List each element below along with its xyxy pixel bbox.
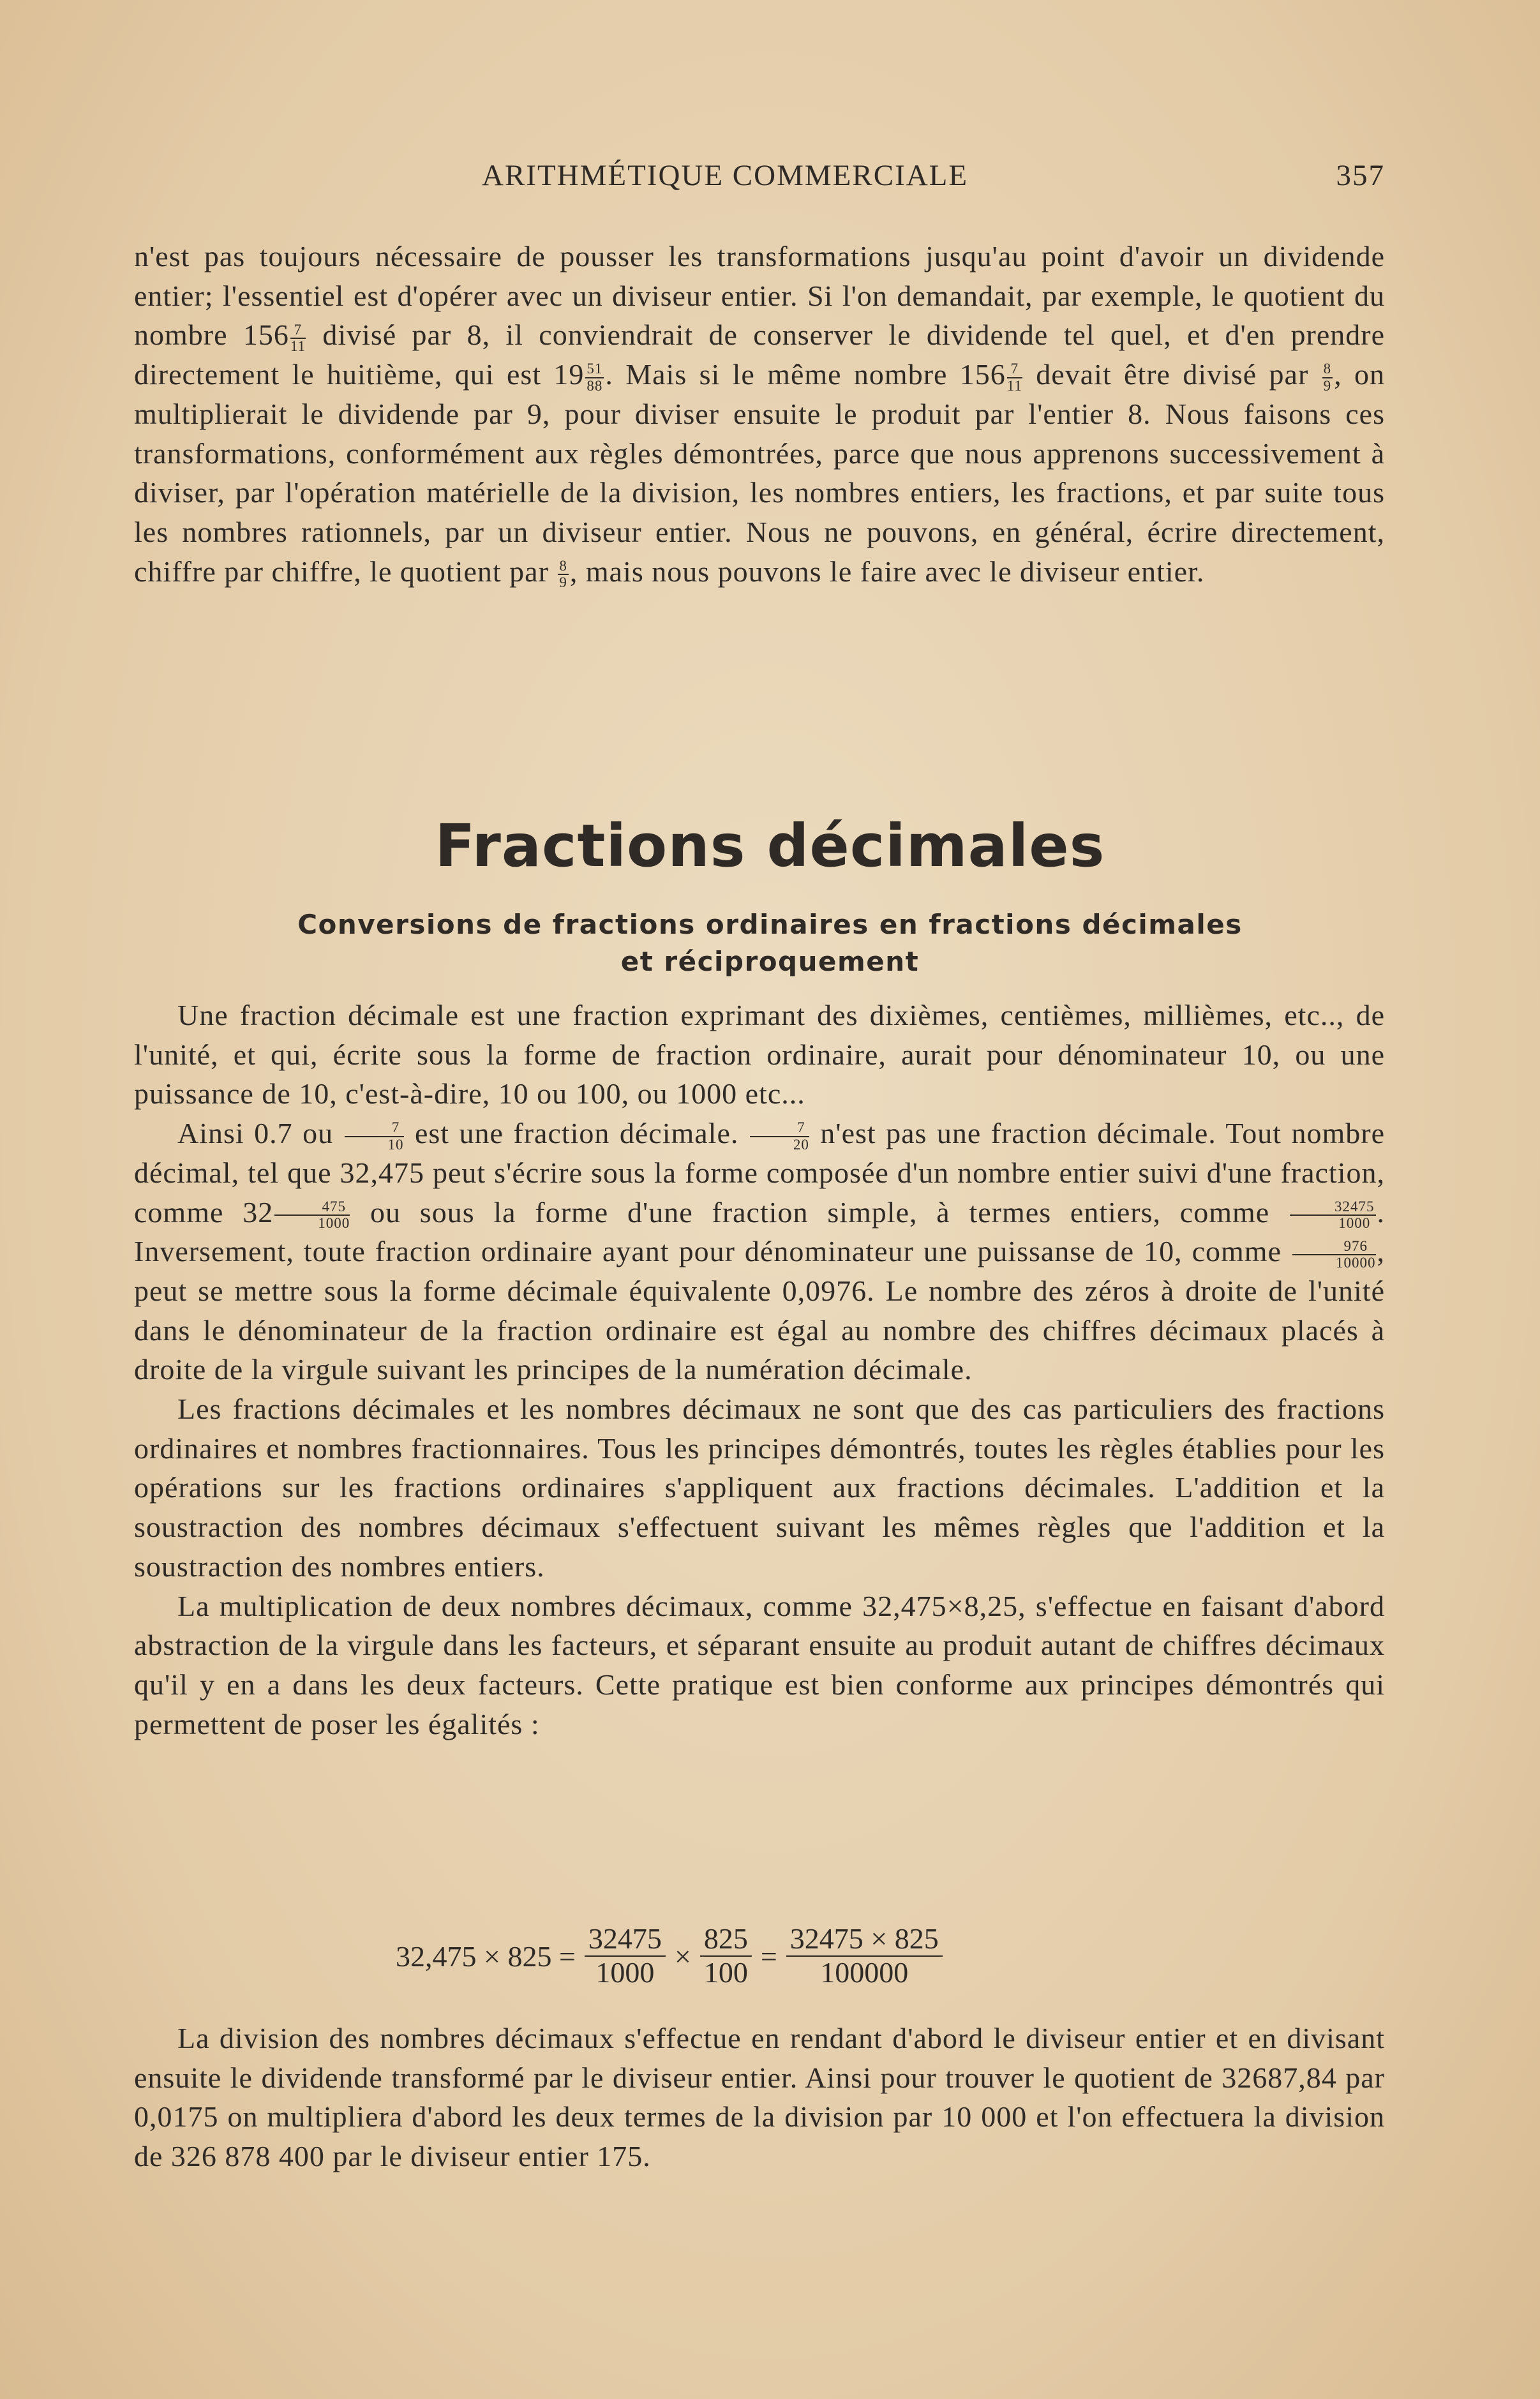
section-title: Fractions décimales: [435, 812, 1105, 880]
fraction: $\frac{7}{11}$: [1006, 361, 1022, 394]
fraction: $\frac{8}{9}$: [559, 557, 567, 591]
paragraph: Une fraction décimale est une fraction exprimant des dixièmes, centièmes, millièmes, etc.., de l'unité, et qui, écrite sous la forme de fraction ordinaire, aurait pour dénominateur 10, ou une puissance de 10, c'est-à-dire, 10 ou 100, ou 1000 etc...: [134, 999, 1385, 1110]
subtitle-line: Conversions de fractions ordinaires en fractions décimales: [297, 909, 1243, 940]
fraction: $\frac{825}{100}$: [700, 1923, 752, 1989]
section-subtitle: [0, 906, 1540, 980]
fraction: $\frac{51}{88}$: [587, 361, 603, 394]
division-paragraph: [134, 2019, 1385, 2176]
text-run: n'est pas toujours nécessaire de pousser les transformations jusqu'au point d'avoir un dividende entier; l'essentiel est d'opérer avec un diviseur entier. Si l'on demandait, par exemple, le quotient du nombre 156: [134, 240, 1385, 352]
paragraph: Ainsi 0.7 ou $\frac{7}{10}$ est une fraction décimale. $\frac{7}{20}$ n'est pas une fraction décimale. Tout nombre décimal, tel que 32,475 peut s'écrire sous la forme composée d'un nombre entier suivi d'une fraction, comme 32 $\frac{475}{1000}$ ou sous la forme d'une fraction simple, à termes entiers, comme $\frac{32475}{1000}$ . Inversement, toute fraction ordinaire ayant pour dénominateur une puissanse de 10, comme $\frac{976}{10000}$ , peut se mettre sous la forme décimale équivalente 0,0976. Le nombre des zéros à droite de l'unité dans le dénominateur de la fraction ordinaire est égal au nombre des chiffres décimaux placés à droite de la virgule suivant les principes de la numération décimale.: [134, 1117, 1386, 1386]
paragraph: Les fractions décimales et les nombres décimaux ne sont que des cas particuliers des fractions ordinaires et nombres fractionnaires. Tous les principes démontrés, toutes les règles établies pour les opérations sur les fractions ordinaires s'appliquent aux fractions décimales. L'addition et la soustraction des nombres décimaux s'effectuent suivant les mêmes règles que l'addition et la soustraction des nombres entiers.: [134, 1393, 1385, 1583]
paragraph: La multiplication de deux nombres décimaux, comme 32,475×8,25, s'effectue en faisant d'abord abstraction de la virgule dans les facteurs, et séparant ensuite au produit autant de chiffres décimaux qu'il y en a dans les deux facteurs. Cette pratique est bien conforme aux principes démontrés qui permettent de poser les égalités :: [134, 1589, 1385, 1740]
fraction: $\frac{7}{11}$: [290, 321, 306, 354]
times-sign: ×: [674, 1939, 691, 1973]
text-run: divisé par 8, il conviendrait de conserver le dividende tel quel, et d'en prendre directement le huitième, qui est 19: [134, 318, 1385, 391]
equation: [396, 1921, 943, 1991]
section-body: [134, 996, 1385, 1744]
text-run: , mais nous pouvons le faire avec le diviseur entier.: [569, 555, 1205, 588]
equation-lhs: 32,475 × 825 =: [396, 1939, 576, 1973]
intro-paragraph: [134, 237, 1385, 591]
subtitle-line: et réciproquement: [620, 946, 920, 977]
text-run: , on multiplierait le dividende par 9, pour diviser ensuite le produit par l'entier 8. Nous faisons ces transformations, conformément aux règles démontrées, parce que nous apprenons successivement à diviser, par l'opération matérielle de la division, les nombres entiers, les fractions, et par suite tous les nombres rationnels, par un diviseur entier. Nous ne pouvons, en général, écrire directement, chiffre par chiffre, le quotient par: [134, 358, 1385, 588]
fraction: $\frac{7}{20}$: [750, 1120, 809, 1152]
equals-sign: =: [760, 1939, 777, 1973]
fraction: $\frac{32475}{1000}$: [1290, 1199, 1376, 1231]
fraction: $\frac{7}{10}$: [345, 1120, 404, 1152]
page-number: 357: [1336, 159, 1385, 192]
text-run: devait être divisé par: [1023, 358, 1321, 391]
fraction: $\frac{32475}{1000}$: [585, 1923, 666, 1989]
fraction: $\frac{475}{1000}$: [274, 1199, 350, 1231]
text-run: . Mais si le même nombre 156: [605, 358, 1006, 391]
header-title: ARITHMÉTIQUE COMMERCIALE: [482, 159, 969, 192]
fraction: $\frac{976}{10000}$: [1292, 1239, 1376, 1271]
fraction: $\frac{8}{9}$: [1323, 361, 1332, 394]
paragraph: La division des nombres décimaux s'effectue en rendant d'abord le diviseur entier et en divisant ensuite le dividende transformé par le diviseur entier. Ainsi pour trouver le quotient de 32687,84 par 0,0175 on multipliera d'abord les deux termes de la division par 10 000 et l'on effectuera la division de 326 878 400 par le diviseur entier 175.: [134, 2022, 1385, 2173]
fraction: $\frac{32475 \times 825}{100000}$: [786, 1923, 943, 1989]
